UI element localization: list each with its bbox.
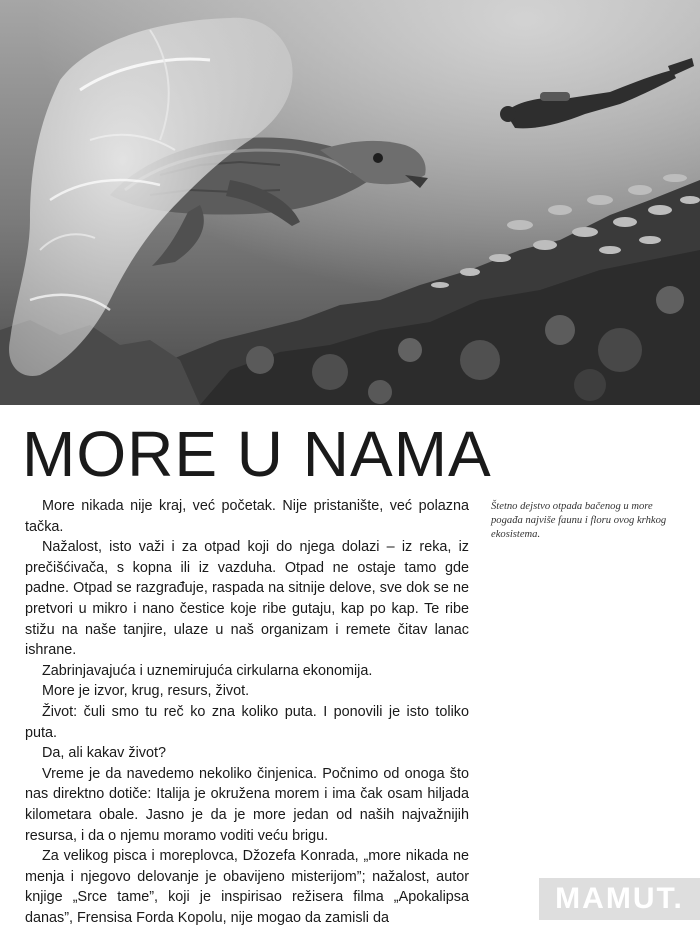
body-paragraph: Vreme je da navedemo nekoliko činjenica. Počnimo od onoga što nas direktno dotiče: Italija je okružena morem i ima čak osam hiljada kilometara obale. Jasno je da je more jedan od naših najvažnijih resursa, i da o njemu moramo voditi veću brigu. xyxy=(25,765,469,844)
body-paragraph: Zabrinjavajuća i uznemirujuća cirkularna ekonomija. xyxy=(42,662,373,679)
body-paragraph: More je izvor, krug, resurs, život. xyxy=(42,683,250,700)
body-paragraph: Nažalost, isto važi i za otpad koji do njega dolazi – iz reka, iz prečišćivača, s kopna ili iz vazduha. Otpad ne ostaje tamo gde padne. Otpad se razgrađuje, raspada na sitnije delove, sve dok se ne pretvori u mikro i nano čestice koje ribe gutaju, kap po kap. Te ribe stižu na naše tanjire, ulaze u naš organizam i remete čitav lanac ishrane. xyxy=(25,539,469,659)
watermark-text: MAMUT. xyxy=(555,882,684,915)
body-paragraph: Život: čuli smo tu reč ko zna koliko puta. I ponovili je isto toliko puta. xyxy=(25,703,469,741)
photo-caption: Štetno dejstvo otpada bačenog u more pogađa najviše faunu i floru ovog krhkog ekosistema. xyxy=(491,501,667,541)
turtle-plastic-photo xyxy=(0,0,700,405)
body-paragraph: More nikada nije kraj, već početak. Nije pristanište, već polazna tačka. xyxy=(25,498,469,535)
watermark-logo xyxy=(539,878,700,920)
hero-photo xyxy=(0,0,700,405)
article-body xyxy=(25,496,469,928)
body-paragraph: Za velikog pisca i moreplovca, Džozefa Konrada, „more nikada ne menja i njegovo delovanje je obavijeno misterijom”; nažalost, autor knjige „Srce tame”, koji je inspirisao režisera filma „Apokalipsa danas”, Frensisa Forda Kopolu, nije mogao da zamisli da xyxy=(25,848,469,926)
article-title: MORE U NAMA xyxy=(22,418,492,490)
body-paragraph: Da, ali kakav život? xyxy=(42,745,166,762)
